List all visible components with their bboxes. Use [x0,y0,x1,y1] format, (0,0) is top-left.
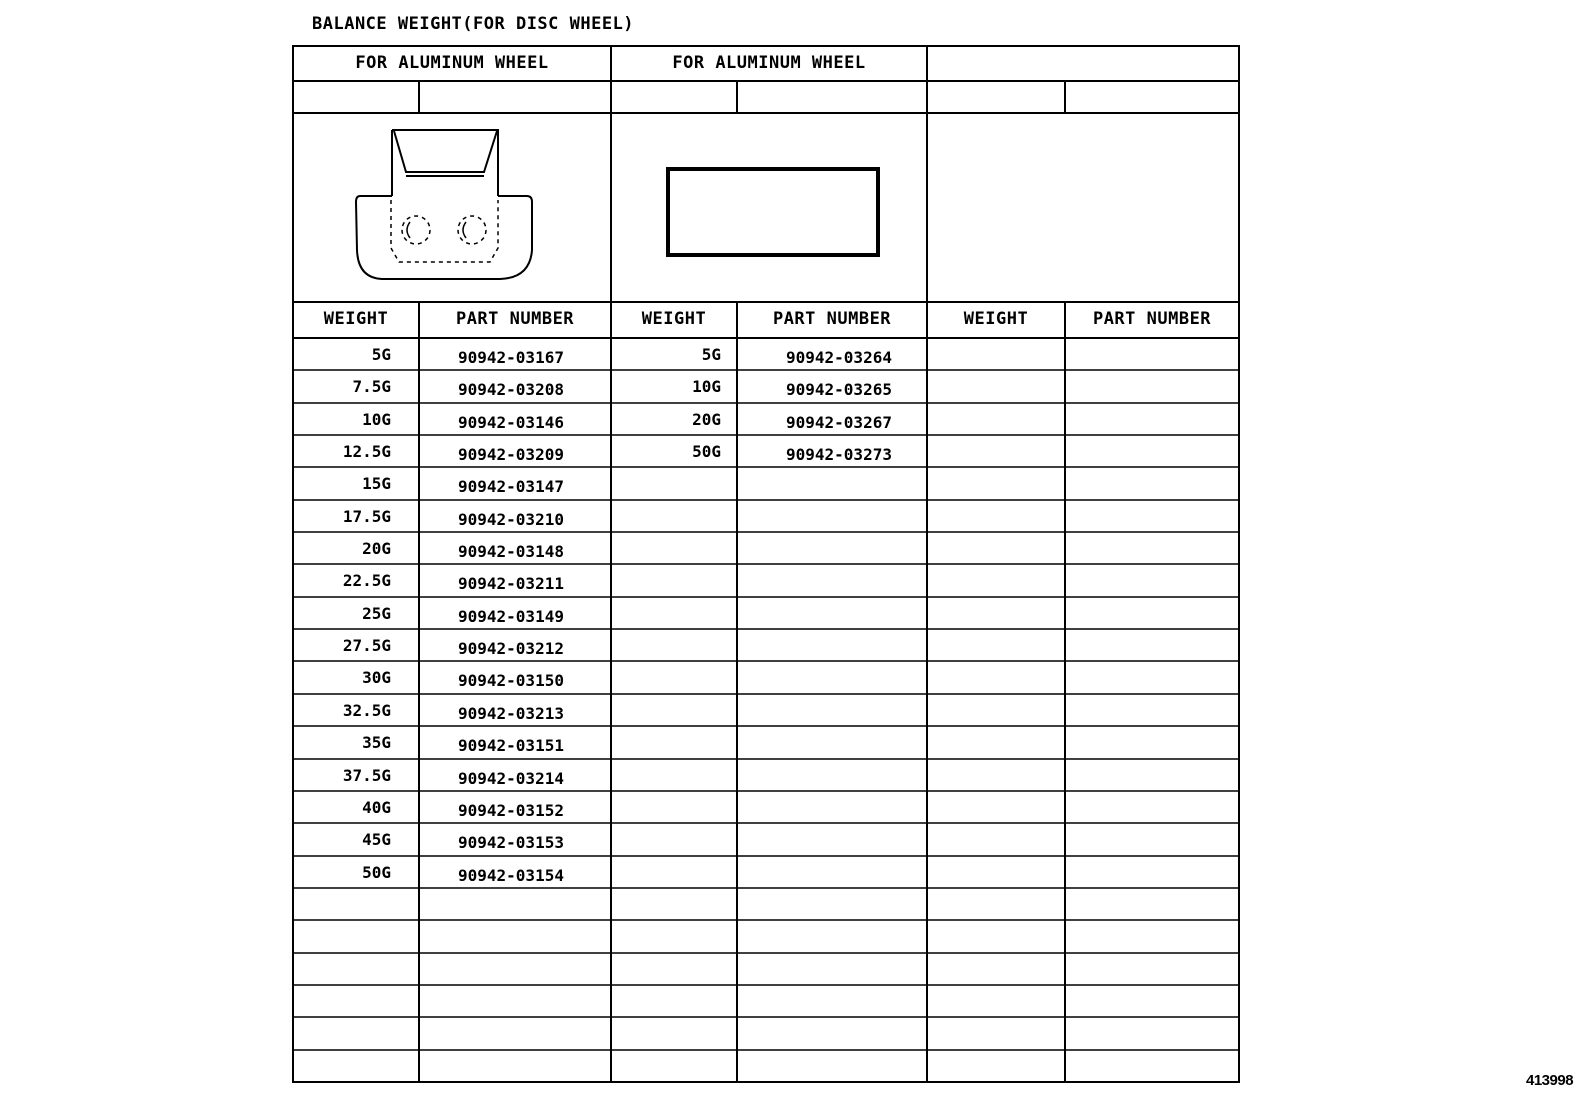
weight-cell: 20G [692,410,721,429]
adhesive-weight-drawing [668,169,878,255]
panel-1-part-header: PART NUMBER [455,309,575,329]
part-number-cell: 90942-03264 [786,348,892,367]
part-number-cell: 90942-03209 [458,445,564,464]
panel-2-part-header: PART NUMBER [772,309,892,329]
part-number-cell: 90942-03150 [458,671,564,690]
weight-cell: 22.5G [342,571,391,590]
weight-cell: 32.5G [342,701,391,720]
weight-cell: 5G [371,345,391,364]
part-number-cell: 90942-03273 [786,445,892,464]
part-number-cell: 90942-03151 [458,736,564,755]
weight-cell: 30G [362,668,391,687]
weight-cell: 5G [701,345,721,364]
document-id: 413998 [1526,1072,1574,1089]
weight-cell: 10G [692,377,721,396]
part-number-cell: 90942-03146 [458,413,564,432]
weight-cell: 40G [362,798,391,817]
part-number-cell: 90942-03212 [458,639,564,658]
part-number-cell: 90942-03213 [458,704,564,723]
weight-cell: 7.5G [352,377,391,396]
part-number-cell: 90942-03147 [458,477,564,496]
weight-cell: 12.5G [342,442,391,461]
part-number-cell: 90942-03153 [458,833,564,852]
part-number-cell: 90942-03149 [458,607,564,626]
panel-2-heading: FOR ALUMINUM WHEEL [672,53,866,73]
part-number-cell: 90942-03211 [458,574,564,593]
weight-cell: 35G [362,733,391,752]
part-number-cell: 90942-03167 [458,348,564,367]
panel-1-heading: FOR ALUMINUM WHEEL [355,53,549,73]
part-number-cell: 90942-03267 [786,413,892,432]
part-number-cell: 90942-03154 [458,866,564,885]
panel-2-weight-header: WEIGHT [641,309,707,329]
weight-cell: 50G [692,442,721,461]
weight-cell: 27.5G [342,636,391,655]
panel-1-weight-header: WEIGHT [323,309,389,329]
part-number-cell: 90942-03148 [458,542,564,561]
part-number-cell: 90942-03210 [458,510,564,529]
weight-cell: 20G [362,539,391,558]
weight-cell: 15G [362,474,391,493]
part-number-cell: 90942-03208 [458,380,564,399]
weight-cell: 45G [362,830,391,849]
part-number-cell: 90942-03214 [458,769,564,788]
clip-on-weight-drawing [356,130,532,279]
weight-cell: 17.5G [342,507,391,526]
weight-cell: 10G [362,410,391,429]
part-number-cell: 90942-03265 [786,380,892,399]
weight-cell: 50G [362,863,391,882]
panel-3-part-header: PART NUMBER [1092,309,1212,329]
weight-cell: 25G [362,604,391,623]
part-number-cell: 90942-03152 [458,801,564,820]
panel-3-weight-header: WEIGHT [963,309,1029,329]
weight-cell: 37.5G [342,766,391,785]
page-title: BALANCE WEIGHT(FOR DISC WHEEL) [312,14,635,34]
